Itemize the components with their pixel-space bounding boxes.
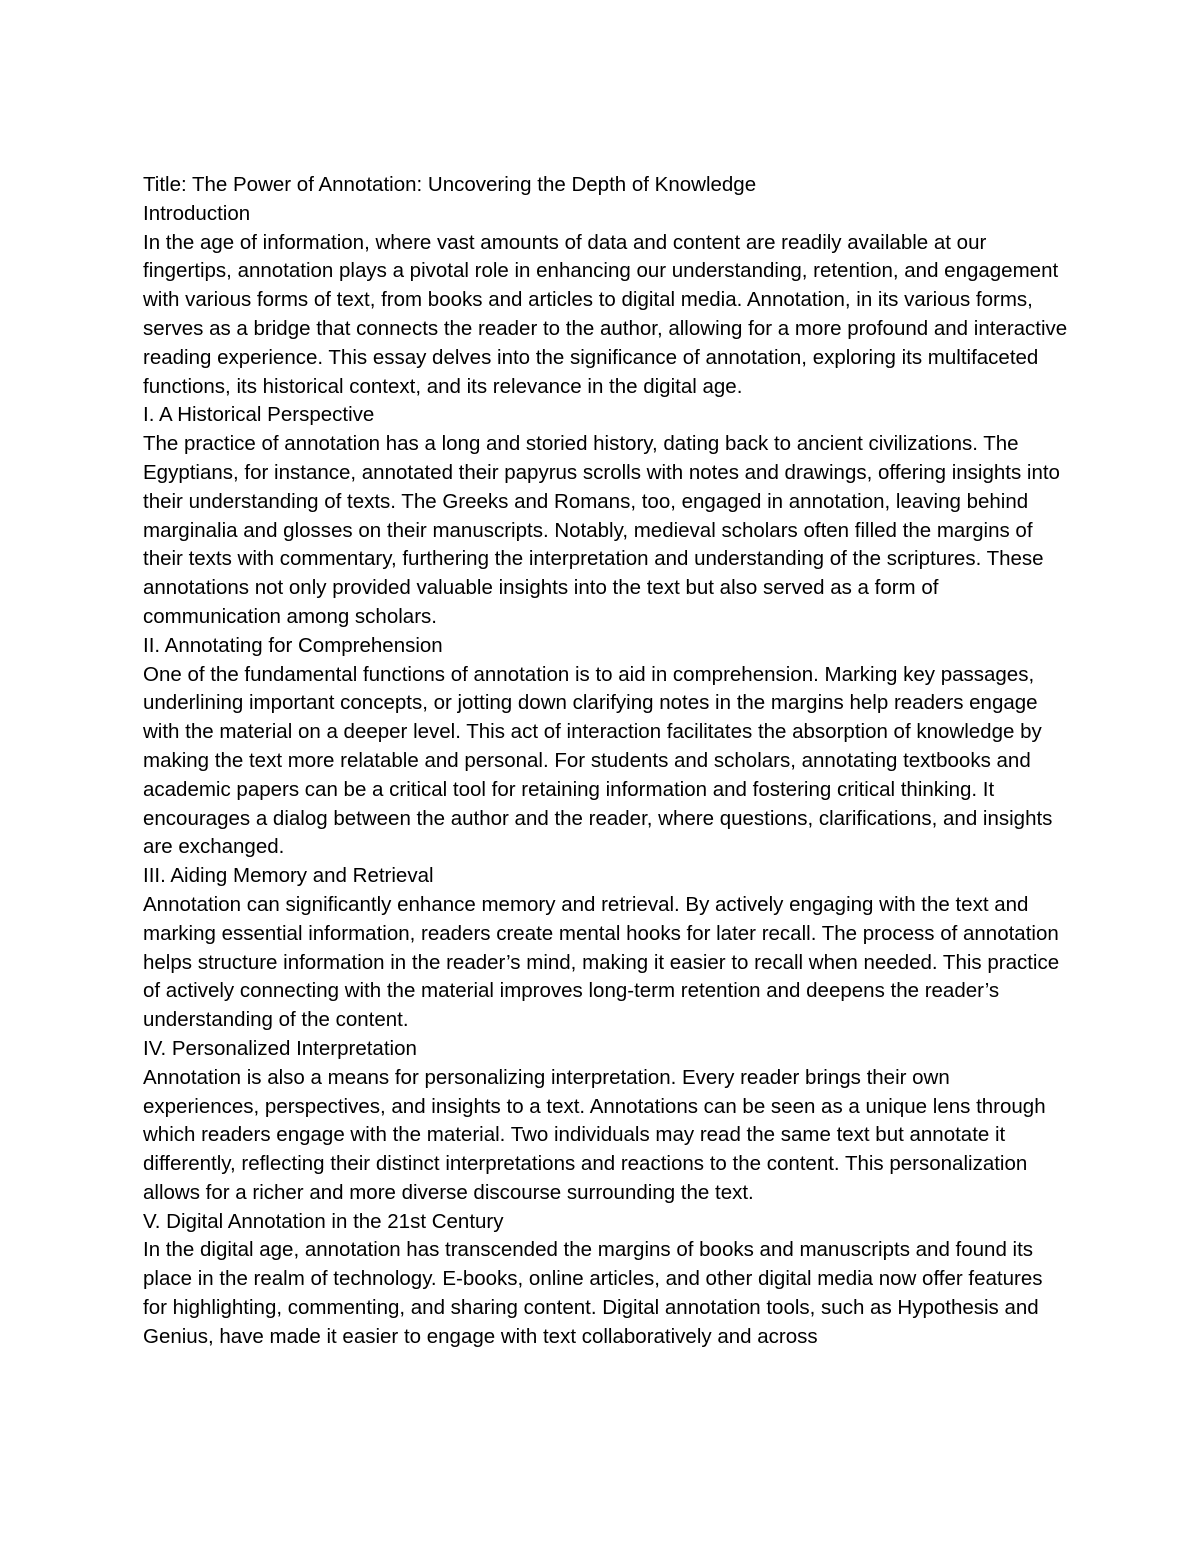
- section-heading-historical-perspective: I. A Historical Perspective: [143, 403, 375, 427]
- paragraph-introduction: In the age of information, where vast amounts of data and content are readily available at our fingertips, annotation plays a pivotal role in enhancing our understanding, retention, and engagement with various forms of text, from books and articles to digital media. Annotation, in its various forms, serves as a bridge that connects the reader to the author, allowing for a more profound and interactive reading experience. This essay delves into the significance of annotation, exploring its multifaceted functions, its historical context, and its relevance in the digital age.: [143, 230, 1068, 398]
- paragraph-memory-retrieval: Annotation can significantly enhance memory and retrieval. By actively engaging with the text and marking essential information, readers create mental hooks for later recall. The process of annotation helps structure information in the reader’s mind, making it easier to recall when needed. This practice of actively connecting with the material improves long-term retention and deepens the reader’s understanding of the content.: [143, 892, 1060, 1032]
- document-title: Title: The Power of Annotation: Uncovering the Depth of Knowledge: [143, 173, 757, 196]
- section-heading-memory-retrieval: III. Aiding Memory and Retrieval: [143, 864, 434, 888]
- section-heading-personalized-interpretation: IV. Personalized Interpretation: [143, 1036, 417, 1060]
- document-page: [143, 171, 1068, 1352]
- paragraph-digital-annotation: In the digital age, annotation has transcended the margins of books and manuscripts and found its place in the realm of technology. E-books, online articles, and other digital media now offer features for highlighting, commenting, and sharing content. Digital annotation tools, such as Hypothesis and Genius, have made it easier to engage with text collaboratively and across: [143, 1238, 1043, 1348]
- section-heading-digital-annotation: V. Digital Annotation in the 21st Century: [143, 1209, 504, 1233]
- paragraph-comprehension: One of the fundamental functions of annotation is to aid in comprehension. Marking key passages, underlining important concepts, or jotting down clarifying notes in the margins help readers engage with the material on a deeper level. This act of interaction facilitates the absorption of knowledge by making the text more relatable and personal. For students and scholars, annotating textbooks and academic papers can be a critical tool for retaining information and fostering critical thinking. It encourages a dialog between the author and the reader, where questions, clarifications, and insights are exchanged.: [143, 662, 1053, 859]
- paragraph-historical-perspective: The practice of annotation has a long and storied history, dating back to ancient civilizations. The Egyptians, for instance, annotated their papyrus scrolls with notes and drawings, offering insights into their understanding of texts. The Greeks and Romans, too, engaged in annotation, leaving behind marginalia and glosses on their manuscripts. Notably, medieval scholars often filled the margins of their texts with commentary, furthering the interpretation and understanding of the scriptures. These annotations not only provided valuable insights into the text but also served as a form of communication among scholars.: [143, 432, 1060, 628]
- section-heading-introduction: Introduction: [143, 201, 251, 225]
- section-heading-comprehension: II. Annotating for Comprehension: [143, 633, 443, 657]
- paragraph-personalized-interpretation: Annotation is also a means for personalizing interpretation. Every reader brings their own experiences, perspectives, and insights to a text. Annotations can be seen as a unique lens through which readers engage with the material. Two individuals may read the same text but annotate it differently, reflecting their distinct interpretations and reactions to the content. This personalization allows for a richer and more diverse discourse surrounding the text.: [143, 1065, 1046, 1204]
